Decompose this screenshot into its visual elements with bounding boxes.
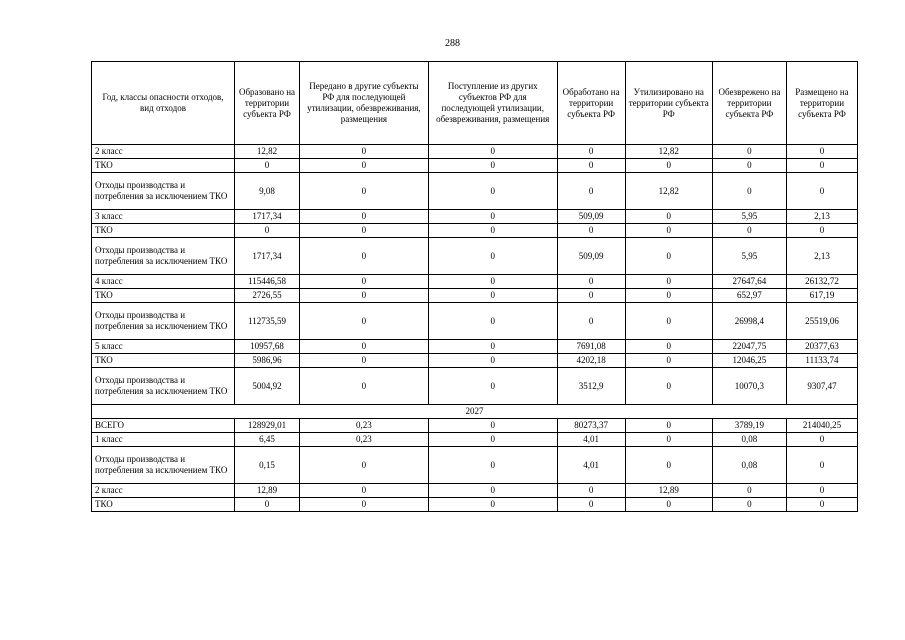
table-cell: 112735,59 bbox=[235, 303, 300, 340]
table-cell: 0 bbox=[625, 498, 712, 512]
table-cell: 0,23 bbox=[299, 433, 428, 447]
table-cell: 6,45 bbox=[235, 433, 300, 447]
table-cell: 0,08 bbox=[712, 433, 786, 447]
table-row bbox=[92, 224, 858, 238]
table-cell: 0 bbox=[299, 340, 428, 354]
table-cell: 0 bbox=[299, 447, 428, 484]
row-label: 1 класс bbox=[92, 433, 235, 447]
table-cell: 12,82 bbox=[235, 145, 300, 159]
table-cell: 0 bbox=[786, 145, 857, 159]
table-cell: 0 bbox=[299, 289, 428, 303]
table-cell: 0 bbox=[299, 354, 428, 368]
table-cell: 0 bbox=[625, 354, 712, 368]
table-cell: 0 bbox=[299, 498, 428, 512]
table-cell: 0 bbox=[625, 210, 712, 224]
table-cell: 0 bbox=[625, 159, 712, 173]
table-cell: 26998,4 bbox=[712, 303, 786, 340]
table-cell: 0 bbox=[786, 433, 857, 447]
table-cell: 0 bbox=[299, 173, 428, 210]
table-cell: 0 bbox=[557, 484, 625, 498]
table-cell: 0 bbox=[625, 275, 712, 289]
table-cell: 0 bbox=[712, 145, 786, 159]
table-cell: 115446,58 bbox=[235, 275, 300, 289]
table-row bbox=[92, 354, 858, 368]
table-cell: 4,01 bbox=[557, 447, 625, 484]
table-cell: 0,15 bbox=[235, 447, 300, 484]
table-cell: 0 bbox=[428, 484, 557, 498]
row-label: Отходы производства и потребления за исключением ТКО bbox=[92, 447, 235, 484]
table-cell: 0 bbox=[428, 210, 557, 224]
table-cell: 0 bbox=[786, 447, 857, 484]
column-header: Обработано на территории субъекта РФ bbox=[557, 62, 625, 145]
table-row bbox=[92, 159, 858, 173]
table-cell: 0,08 bbox=[712, 447, 786, 484]
table-row bbox=[92, 433, 858, 447]
table-row bbox=[92, 238, 858, 275]
table-cell: 0 bbox=[428, 159, 557, 173]
table-cell: 0 bbox=[299, 303, 428, 340]
table-cell: 0 bbox=[786, 159, 857, 173]
table-cell: 0 bbox=[557, 224, 625, 238]
table-cell: 9307,47 bbox=[786, 368, 857, 405]
table-cell: 0 bbox=[625, 340, 712, 354]
table-cell: 0 bbox=[428, 354, 557, 368]
table-cell: 12,82 bbox=[625, 145, 712, 159]
table-row bbox=[92, 368, 858, 405]
table-cell: 0 bbox=[428, 303, 557, 340]
table-cell: 0 bbox=[712, 173, 786, 210]
table-cell: 0 bbox=[557, 159, 625, 173]
row-label: Отходы производства и потребления за исключением ТКО bbox=[92, 368, 235, 405]
table-cell: 22047,75 bbox=[712, 340, 786, 354]
table-cell: 5004,92 bbox=[235, 368, 300, 405]
table-cell: 0 bbox=[428, 224, 557, 238]
table-cell: 1717,34 bbox=[235, 238, 300, 275]
column-header: Размещено на территории субъекта РФ bbox=[786, 62, 857, 145]
table-cell: 0 bbox=[428, 275, 557, 289]
table-cell: 0 bbox=[299, 224, 428, 238]
table-cell: 0 bbox=[299, 145, 428, 159]
column-header: Год, классы опасности отходов, вид отходов bbox=[92, 62, 235, 145]
row-label: ВСЕГО bbox=[92, 419, 235, 433]
row-label: ТКО bbox=[92, 289, 235, 303]
table-cell: 0 bbox=[299, 210, 428, 224]
table-row bbox=[92, 484, 858, 498]
table-cell: 0 bbox=[299, 159, 428, 173]
table-row bbox=[92, 145, 858, 159]
table-cell: 0 bbox=[557, 498, 625, 512]
table-cell: 0 bbox=[428, 145, 557, 159]
year-label: 2027 bbox=[92, 405, 858, 419]
table-cell: 11133,74 bbox=[786, 354, 857, 368]
row-label: ТКО bbox=[92, 354, 235, 368]
table-cell: 0 bbox=[235, 159, 300, 173]
table-cell: 0 bbox=[712, 484, 786, 498]
table-row bbox=[92, 210, 858, 224]
table-row bbox=[92, 289, 858, 303]
table-cell: 0 bbox=[625, 303, 712, 340]
waste-table bbox=[91, 61, 858, 512]
table-cell: 80273,37 bbox=[557, 419, 625, 433]
row-label: 2 класс bbox=[92, 484, 235, 498]
table-cell: 617,19 bbox=[786, 289, 857, 303]
column-header: Поступление из других субъектов РФ для последующей утилизации, обезвреживания, размещения bbox=[428, 62, 557, 145]
year-row bbox=[92, 405, 858, 419]
row-label: ТКО bbox=[92, 498, 235, 512]
table-cell: 0 bbox=[625, 238, 712, 275]
table-row bbox=[92, 498, 858, 512]
table-cell: 0 bbox=[625, 289, 712, 303]
table-row bbox=[92, 173, 858, 210]
table-cell: 0 bbox=[428, 498, 557, 512]
table-cell: 25519,06 bbox=[786, 303, 857, 340]
table-cell: 0 bbox=[235, 224, 300, 238]
table-cell: 0 bbox=[299, 484, 428, 498]
table-cell: 20377,63 bbox=[786, 340, 857, 354]
table-cell: 0 bbox=[299, 368, 428, 405]
column-header: Обезврежено на территории субъекта РФ bbox=[712, 62, 786, 145]
table-cell: 0 bbox=[557, 145, 625, 159]
table-cell: 0 bbox=[786, 498, 857, 512]
table-cell: 128929,01 bbox=[235, 419, 300, 433]
row-label: 3 класс bbox=[92, 210, 235, 224]
table-cell: 0 bbox=[428, 419, 557, 433]
table-cell: 0 bbox=[625, 419, 712, 433]
table-cell: 0 bbox=[786, 173, 857, 210]
table-cell: 10070,3 bbox=[712, 368, 786, 405]
table-cell: 2726,55 bbox=[235, 289, 300, 303]
table-cell: 2,13 bbox=[786, 210, 857, 224]
row-label: ТКО bbox=[92, 159, 235, 173]
table-cell: 12046,25 bbox=[712, 354, 786, 368]
column-header: Утилизировано на территории субъекта РФ bbox=[625, 62, 712, 145]
table-cell: 0 bbox=[625, 224, 712, 238]
table-cell: 12,82 bbox=[625, 173, 712, 210]
table-header-row bbox=[92, 62, 858, 145]
table-cell: 0 bbox=[557, 173, 625, 210]
table-cell: 9,08 bbox=[235, 173, 300, 210]
table-cell: 10957,68 bbox=[235, 340, 300, 354]
table-cell: 0,23 bbox=[299, 419, 428, 433]
table-cell: 3512,9 bbox=[557, 368, 625, 405]
table-cell: 7691,08 bbox=[557, 340, 625, 354]
table-cell: 5986,96 bbox=[235, 354, 300, 368]
table-cell: 12,89 bbox=[625, 484, 712, 498]
table-cell: 0 bbox=[428, 368, 557, 405]
row-label: ТКО bbox=[92, 224, 235, 238]
row-label: 5 класс bbox=[92, 340, 235, 354]
table-cell: 0 bbox=[786, 484, 857, 498]
row-label: Отходы производства и потребления за исключением ТКО bbox=[92, 303, 235, 340]
table-cell: 0 bbox=[786, 224, 857, 238]
table-cell: 0 bbox=[625, 368, 712, 405]
row-label: Отходы производства и потребления за исключением ТКО bbox=[92, 173, 235, 210]
page-number: 288 bbox=[445, 38, 460, 49]
table-body bbox=[92, 145, 858, 512]
table-cell: 0 bbox=[428, 340, 557, 354]
table-row bbox=[92, 340, 858, 354]
table-cell: 27647,64 bbox=[712, 275, 786, 289]
row-label: 2 класс bbox=[92, 145, 235, 159]
table-cell: 5,95 bbox=[712, 210, 786, 224]
table-cell: 509,09 bbox=[557, 210, 625, 224]
table-cell: 0 bbox=[557, 303, 625, 340]
table-cell: 2,13 bbox=[786, 238, 857, 275]
table-cell: 0 bbox=[625, 447, 712, 484]
row-label: 4 класс bbox=[92, 275, 235, 289]
table-cell: 4202,18 bbox=[557, 354, 625, 368]
table-cell: 652,97 bbox=[712, 289, 786, 303]
table-cell: 4,01 bbox=[557, 433, 625, 447]
row-label: Отходы производства и потребления за исключением ТКО bbox=[92, 238, 235, 275]
table-cell: 0 bbox=[557, 289, 625, 303]
table-cell: 214040,25 bbox=[786, 419, 857, 433]
table-cell: 3789,19 bbox=[712, 419, 786, 433]
column-header: Передано в другие субъекты РФ для последующей утилизации, обезвреживания, размещения bbox=[299, 62, 428, 145]
table-cell: 1717,34 bbox=[235, 210, 300, 224]
table-cell: 26132,72 bbox=[786, 275, 857, 289]
table-cell: 0 bbox=[428, 173, 557, 210]
table-cell: 0 bbox=[557, 275, 625, 289]
table-row bbox=[92, 275, 858, 289]
table-cell: 0 bbox=[428, 433, 557, 447]
table-cell: 0 bbox=[235, 498, 300, 512]
table-cell: 5,95 bbox=[712, 238, 786, 275]
column-header: Образовано на территории субъекта РФ bbox=[235, 62, 300, 145]
table-cell: 0 bbox=[712, 224, 786, 238]
table-cell: 0 bbox=[712, 498, 786, 512]
table-cell: 0 bbox=[712, 159, 786, 173]
table-row bbox=[92, 447, 858, 484]
table-cell: 0 bbox=[299, 275, 428, 289]
table-cell: 0 bbox=[625, 433, 712, 447]
table-cell: 0 bbox=[428, 447, 557, 484]
table-row bbox=[92, 303, 858, 340]
table-cell: 12,89 bbox=[235, 484, 300, 498]
table-row bbox=[92, 419, 858, 433]
table-cell: 0 bbox=[428, 289, 557, 303]
table-cell: 509,09 bbox=[557, 238, 625, 275]
table-cell: 0 bbox=[299, 238, 428, 275]
table-cell: 0 bbox=[428, 238, 557, 275]
